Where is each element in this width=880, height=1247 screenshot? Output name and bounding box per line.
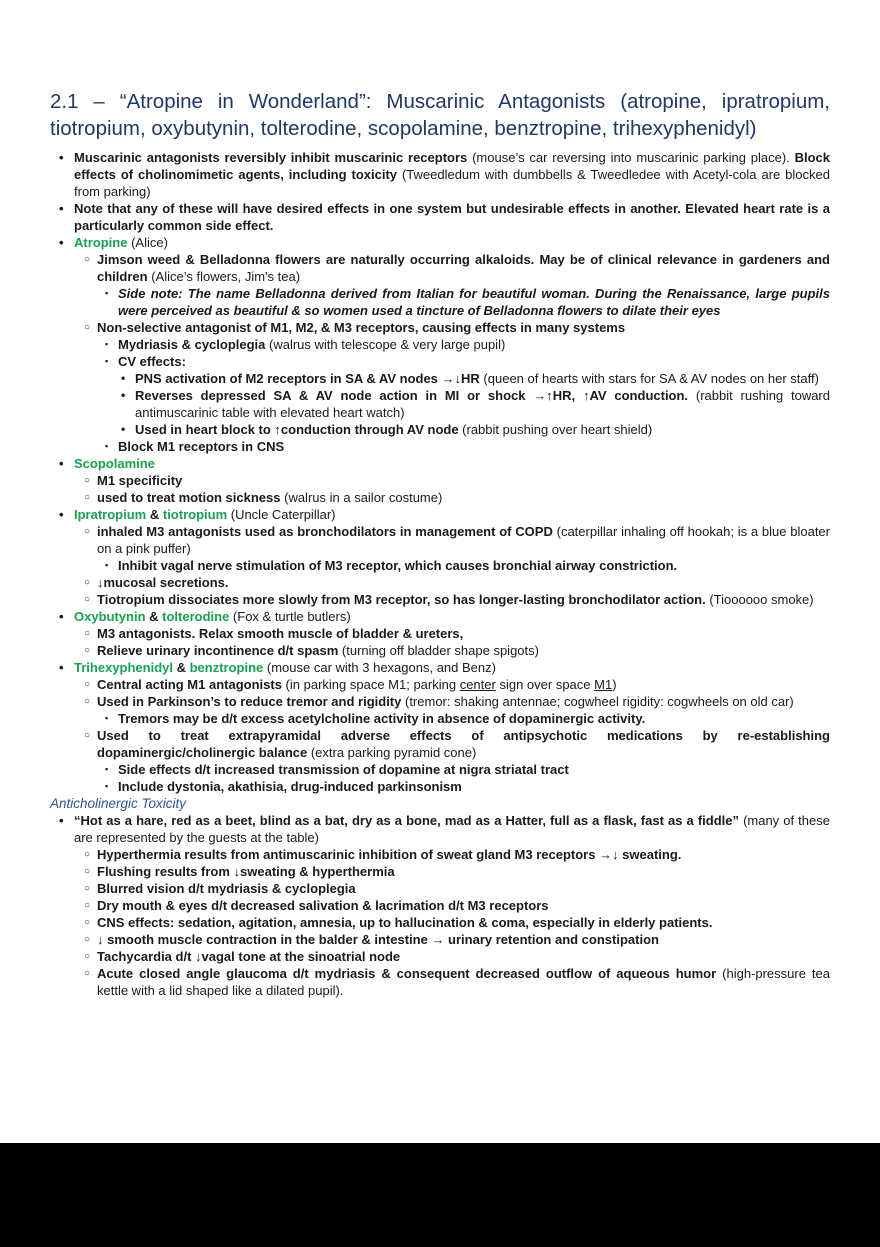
text-segment: & xyxy=(146,507,163,522)
footer-black-bar xyxy=(0,1143,880,1247)
text-segment: (mouse car with 3 hexagons, and Benz) xyxy=(263,660,496,675)
bullet-marker: ○ xyxy=(84,594,91,605)
text-segment: CNS effects: sedation, agitation, amnesia, up to hallucination & coma, especially in elderly patients. xyxy=(97,915,713,930)
list-item xyxy=(50,387,830,421)
text-segment: Tiotropium dissociates more slowly from M3 receptor, so has longer-lasting bronchodilator action. xyxy=(97,592,710,607)
text-segment: Anticholinergic Toxicity xyxy=(50,796,187,811)
text-segment: CV effects: xyxy=(118,354,186,369)
bullet-marker: ○ xyxy=(84,492,91,503)
list-item xyxy=(50,676,830,693)
text-segment: (rabbit rushing toward antimuscarinic table with elevated heart watch) xyxy=(135,388,830,420)
list-item xyxy=(50,234,830,251)
list-item xyxy=(50,591,830,608)
text-segment: inhaled M3 antagonists used as bronchodilators in management of COPD xyxy=(97,524,557,539)
text-segment: Used in heart block to ↑conduction through AV node xyxy=(135,422,463,437)
section-heading xyxy=(50,795,830,812)
bullet-marker: ○ xyxy=(84,934,91,945)
list-item xyxy=(50,914,830,931)
list-item xyxy=(50,557,830,574)
list-item xyxy=(50,863,830,880)
list-item xyxy=(50,353,830,370)
text-segment: Include dystonia, akathisia, drug-induced parkinsonism xyxy=(118,779,462,794)
bullet-marker: ○ xyxy=(84,900,91,911)
text-segment: Hyperthermia results from antimuscarinic inhibition of sweat gland M3 receptors →↓ sweating. xyxy=(97,847,682,862)
list-item xyxy=(50,897,830,914)
list-item xyxy=(50,761,830,778)
text-segment: ) xyxy=(612,677,617,692)
list-item xyxy=(50,659,830,676)
list-item xyxy=(50,846,830,863)
list-item xyxy=(50,693,830,710)
text-segment: Reverses depressed SA & AV node action in MI or shock →↑HR, ↑AV conduction. xyxy=(135,388,696,403)
bullet-marker: ▪ xyxy=(105,288,109,298)
bullet-marker: ○ xyxy=(84,254,91,265)
list-item xyxy=(50,523,830,557)
text-segment: Side effects d/t increased transmission of dopamine at nigra striatal tract xyxy=(118,762,569,777)
text-segment: Jimson weed & Belladonna flowers are naturally occurring alkaloids. May be of clinical relevance in gardeners and children xyxy=(97,252,830,284)
text-segment: tiotropium xyxy=(162,507,228,522)
text-segment: “Hot as a hare, red as a beet, blind as a bat, dry as a bone, mad as a Hatter, full as a flask, fast as a fiddle” xyxy=(74,813,744,828)
bullet-marker: ○ xyxy=(84,866,91,877)
list-item xyxy=(50,506,830,523)
bullet-marker: ▪ xyxy=(105,764,109,774)
bullet-marker: • xyxy=(59,456,64,471)
text-segment: Non-selective antagonist of M1, M2, & M3 receptors, causing effects in many systems xyxy=(97,320,626,335)
text-segment: & xyxy=(172,660,190,675)
bullet-marker: ▪ xyxy=(105,441,109,451)
text-segment: Ipratropium xyxy=(74,507,147,522)
text-segment: (mouse’s car reversing into muscarinic parking place). xyxy=(472,150,795,165)
bullet-marker: ○ xyxy=(84,730,91,741)
bullet-marker: • xyxy=(59,235,64,250)
page-title: 2.1 – “Atropine in Wonderland”: Muscarinic Antagonists (atropine, ipratropium, tiotropium, oxybutynin, tolterodine, scopolamine, benztropine, trihexyphenidyl) xyxy=(50,90,830,140)
text-segment: (walrus in a sailor costume) xyxy=(284,490,443,505)
list-item xyxy=(50,642,830,659)
list-item xyxy=(50,455,830,472)
bullet-marker: ○ xyxy=(84,628,91,639)
text-segment: (many of these are represented by the guests at the table) xyxy=(74,813,830,845)
list-item xyxy=(50,812,830,846)
bullet-marker: ○ xyxy=(84,526,91,537)
text-segment: Side note: The name Belladonna derived from Italian for beautiful woman. During the Renaissance, large pupils were perceived as beautiful & so women used a tincture of Belladonna flowers to dilate their eyes xyxy=(118,286,830,318)
bullet-marker: ○ xyxy=(84,849,91,860)
bullet-marker: ▪ xyxy=(105,781,109,791)
list-item xyxy=(50,370,830,387)
text-segment: (tremor: shaking antennae; cogwheel rigidity: cogwheels on old car) xyxy=(404,694,794,709)
text-segment: (Uncle Caterpillar) xyxy=(227,507,336,522)
list-item xyxy=(50,880,830,897)
bullet-marker: • xyxy=(59,813,64,828)
list-item xyxy=(50,965,830,999)
list-item xyxy=(50,778,830,795)
text-segment: (caterpillar inhaling off hookah; is a blue bloater on a pink puffer) xyxy=(97,524,830,556)
list-item xyxy=(50,149,830,200)
bullet-marker: ○ xyxy=(84,679,91,690)
text-segment: Central acting M1 antagonists xyxy=(97,677,286,692)
bullet-marker: • xyxy=(59,150,64,165)
text-segment: (queen of hearts with stars for SA & AV nodes on her staff) xyxy=(483,371,819,386)
bullet-marker: ○ xyxy=(84,645,91,656)
text-segment: Oxybutynin xyxy=(74,609,146,624)
document-content xyxy=(50,88,830,999)
bullet-marker: ○ xyxy=(84,951,91,962)
text-segment: (rabbit pushing over heart shield) xyxy=(462,422,653,437)
list-item xyxy=(50,489,830,506)
list-item xyxy=(50,438,830,455)
bullet-marker: ○ xyxy=(84,475,91,486)
list-item xyxy=(50,251,830,285)
text-segment: (Fox & turtle butlers) xyxy=(229,609,351,624)
bullet-marker: • xyxy=(121,371,126,385)
text-segment: ↓ smooth muscle contraction in the balder & intestine → urinary retention and constipation xyxy=(97,932,659,947)
text-segment: Trihexyphenidyl xyxy=(74,660,173,675)
text-segment: Block effects of cholinomimetic agents, including toxicity xyxy=(74,150,830,182)
text-segment: (Tweedledum with dumbbells & Tweedledee with Acetyl-cola are blocked from parking) xyxy=(74,167,830,199)
text-segment: Atropine xyxy=(74,235,128,250)
list-item xyxy=(50,319,830,336)
text-segment: (Alice’s flowers, Jim's tea) xyxy=(151,269,301,284)
bullet-marker: • xyxy=(59,507,64,522)
text-segment: (Tioooooo smoke) xyxy=(709,592,814,607)
bullet-marker: ▪ xyxy=(105,339,109,349)
list-item xyxy=(50,625,830,642)
text-segment: M1 specificity xyxy=(97,473,183,488)
text-segment: (walrus with telescope & very large pupil) xyxy=(269,337,506,352)
document-body xyxy=(50,149,830,999)
bullet-marker: • xyxy=(59,609,64,624)
list-item xyxy=(50,710,830,727)
bullet-marker: ▪ xyxy=(105,713,109,723)
bullet-marker: ▪ xyxy=(105,560,109,570)
text-segment: (high-pressure tea kettle with a lid shaped like a dilated pupil). xyxy=(97,966,830,998)
text-segment: (in parking space M1; parking xyxy=(285,677,460,692)
bullet-marker: • xyxy=(121,422,126,436)
text-segment: (extra parking pyramid cone) xyxy=(310,745,477,760)
text-segment: (Alice) xyxy=(127,235,168,250)
text-segment: Tachycardia d/t ↓vagal tone at the sinoatrial node xyxy=(97,949,401,964)
text-segment: (turning off bladder shape spigots) xyxy=(341,643,539,658)
list-item xyxy=(50,421,830,438)
list-item xyxy=(50,285,830,319)
text-segment: & xyxy=(145,609,163,624)
text-segment: Dry mouth & eyes d/t decreased salivation & lacrimation d/t M3 receptors xyxy=(97,898,549,913)
list-item xyxy=(50,608,830,625)
text-segment: tolterodine xyxy=(162,609,230,624)
text-segment: Muscarinic antagonists reversibly inhibit muscarinic receptors xyxy=(74,150,473,165)
text-segment: Relieve urinary incontinence d/t spasm xyxy=(97,643,342,658)
text-segment: Inhibit vagal nerve stimulation of M3 receptor, which causes bronchial airway constriction. xyxy=(118,558,678,573)
text-segment: M1 xyxy=(594,677,613,692)
bullet-marker: ○ xyxy=(84,577,91,588)
text-segment: center xyxy=(459,677,496,692)
text-segment: used to treat motion sickness xyxy=(97,490,285,505)
text-segment: Block M1 receptors in CNS xyxy=(118,439,285,454)
bullet-marker: ○ xyxy=(84,883,91,894)
text-segment: Mydriasis & cycloplegia xyxy=(118,337,270,352)
text-segment: Used to treat extrapyramidal adverse effects of antipsychotic medications by re-establishing dopaminergic/cholinergic balance xyxy=(97,728,830,760)
list-item xyxy=(50,948,830,965)
bullet-marker: • xyxy=(121,388,126,402)
bullet-marker: ▪ xyxy=(105,356,109,366)
bullet-marker: • xyxy=(59,201,64,216)
text-segment: sign over space xyxy=(495,677,595,692)
text-segment: Blurred vision d/t mydriasis & cycloplegia xyxy=(97,881,356,896)
list-item xyxy=(50,472,830,489)
text-segment: Note that any of these will have desired effects in one system but undesirable effects in another. Elevated heart rate is a particularly common side effect. xyxy=(74,201,830,233)
text-segment: Flushing results from ↓sweating & hyperthermia xyxy=(97,864,395,879)
bullet-marker: ○ xyxy=(84,917,91,928)
bullet-marker: • xyxy=(59,660,64,675)
bullet-marker: ○ xyxy=(84,322,91,333)
text-segment: Scopolamine xyxy=(74,456,155,471)
text-segment: ↓mucosal secretions. xyxy=(97,575,229,590)
bullet-marker: ○ xyxy=(84,696,91,707)
text-segment: benztropine xyxy=(189,660,264,675)
list-item xyxy=(50,336,830,353)
text-segment: M3 antagonists. Relax smooth muscle of bladder & ureters, xyxy=(97,626,464,641)
list-item xyxy=(50,574,830,591)
bullet-marker: ○ xyxy=(84,968,91,979)
text-segment: Used in Parkinson’s to reduce tremor and rigidity xyxy=(97,694,405,709)
list-item xyxy=(50,727,830,761)
text-segment: Tremors may be d/t excess acetylcholine activity in absence of dopaminergic activity. xyxy=(118,711,646,726)
list-item xyxy=(50,931,830,948)
text-segment: Acute closed angle glaucoma d/t mydriasis & consequent decreased outflow of aqueous humor xyxy=(97,966,723,981)
text-segment: PNS activation of M2 receptors in SA & AV nodes →↓HR xyxy=(135,371,484,386)
list-item xyxy=(50,200,830,234)
